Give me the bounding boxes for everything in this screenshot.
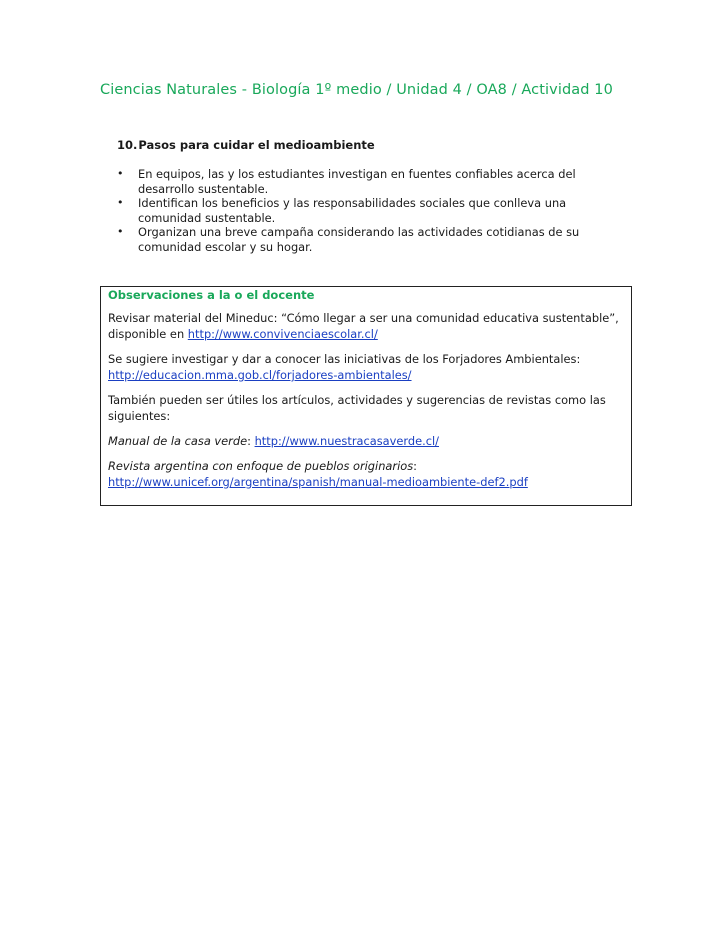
- list-item: [117, 225, 593, 254]
- convivencia-escolar-link[interactable]: http://www.convivenciaescolar.cl/: [187, 327, 378, 341]
- activity-title: [117, 138, 617, 152]
- step-text: Organizan una breve campaña considerando las actividades cotidianas de su comunidad escolar y su hogar.: [138, 225, 580, 254]
- teacher-observations-box: [100, 286, 632, 506]
- observation-casa-verde: [108, 433, 624, 449]
- activity-title-text: Pasos para cuidar el medioambiente: [138, 138, 375, 152]
- observation-text: Se sugiere investigar y dar a conocer las iniciativas de los Forjadores Ambientales:: [108, 352, 581, 366]
- unicef-manual-link[interactable]: http://www.unicef.org/argentina/spanish/manual-medioambiente-def2.pdf: [108, 475, 528, 489]
- step-text: Identifican los beneficios y las responsabilidades sociales que conlleva una comunidad sustentable.: [138, 196, 567, 225]
- activity-number: 10.: [117, 138, 138, 152]
- activity-steps-list: [117, 167, 617, 254]
- page-header-breadcrumb: Ciencias Naturales - Biología 1º medio / Unidad 4 / OA8 / Actividad 10: [100, 82, 613, 98]
- magazine-name: Manual de la casa verde: [108, 434, 248, 448]
- observation-revistas: También pueden ser útiles los artículos, actividades y sugerencias de revistas como las siguientes:: [108, 393, 606, 423]
- bullet-icon: •: [117, 167, 124, 180]
- activity-section: [117, 138, 617, 254]
- bullet-icon: •: [117, 225, 124, 238]
- observation-mineduc: [108, 310, 624, 342]
- forjadores-ambientales-link[interactable]: http://educacion.mma.gob.cl/forjadores-ambientales/: [108, 368, 412, 382]
- list-item: [117, 167, 593, 196]
- nuestra-casa-verde-link[interactable]: http://www.nuestracasaverde.cl/: [254, 434, 440, 448]
- step-text: En equipos, las y los estudiantes investigan en fuentes confiables acerca del desarrollo sustentable.: [138, 167, 576, 196]
- magazine-name: Revista argentina con enfoque de pueblos originarios: [108, 459, 414, 473]
- bullet-icon: •: [117, 196, 124, 209]
- separator: :: [413, 459, 417, 473]
- observations-title: Observaciones a la o el docente: [108, 288, 315, 302]
- separator: :: [247, 434, 255, 448]
- observation-text: Revisar material del Mineduc: “Cómo llegar a ser una comunidad educativa sustentable”, disponible en: [108, 311, 619, 341]
- observation-unicef: [108, 458, 624, 490]
- observation-forjadores: [108, 351, 624, 383]
- list-item: [117, 196, 593, 225]
